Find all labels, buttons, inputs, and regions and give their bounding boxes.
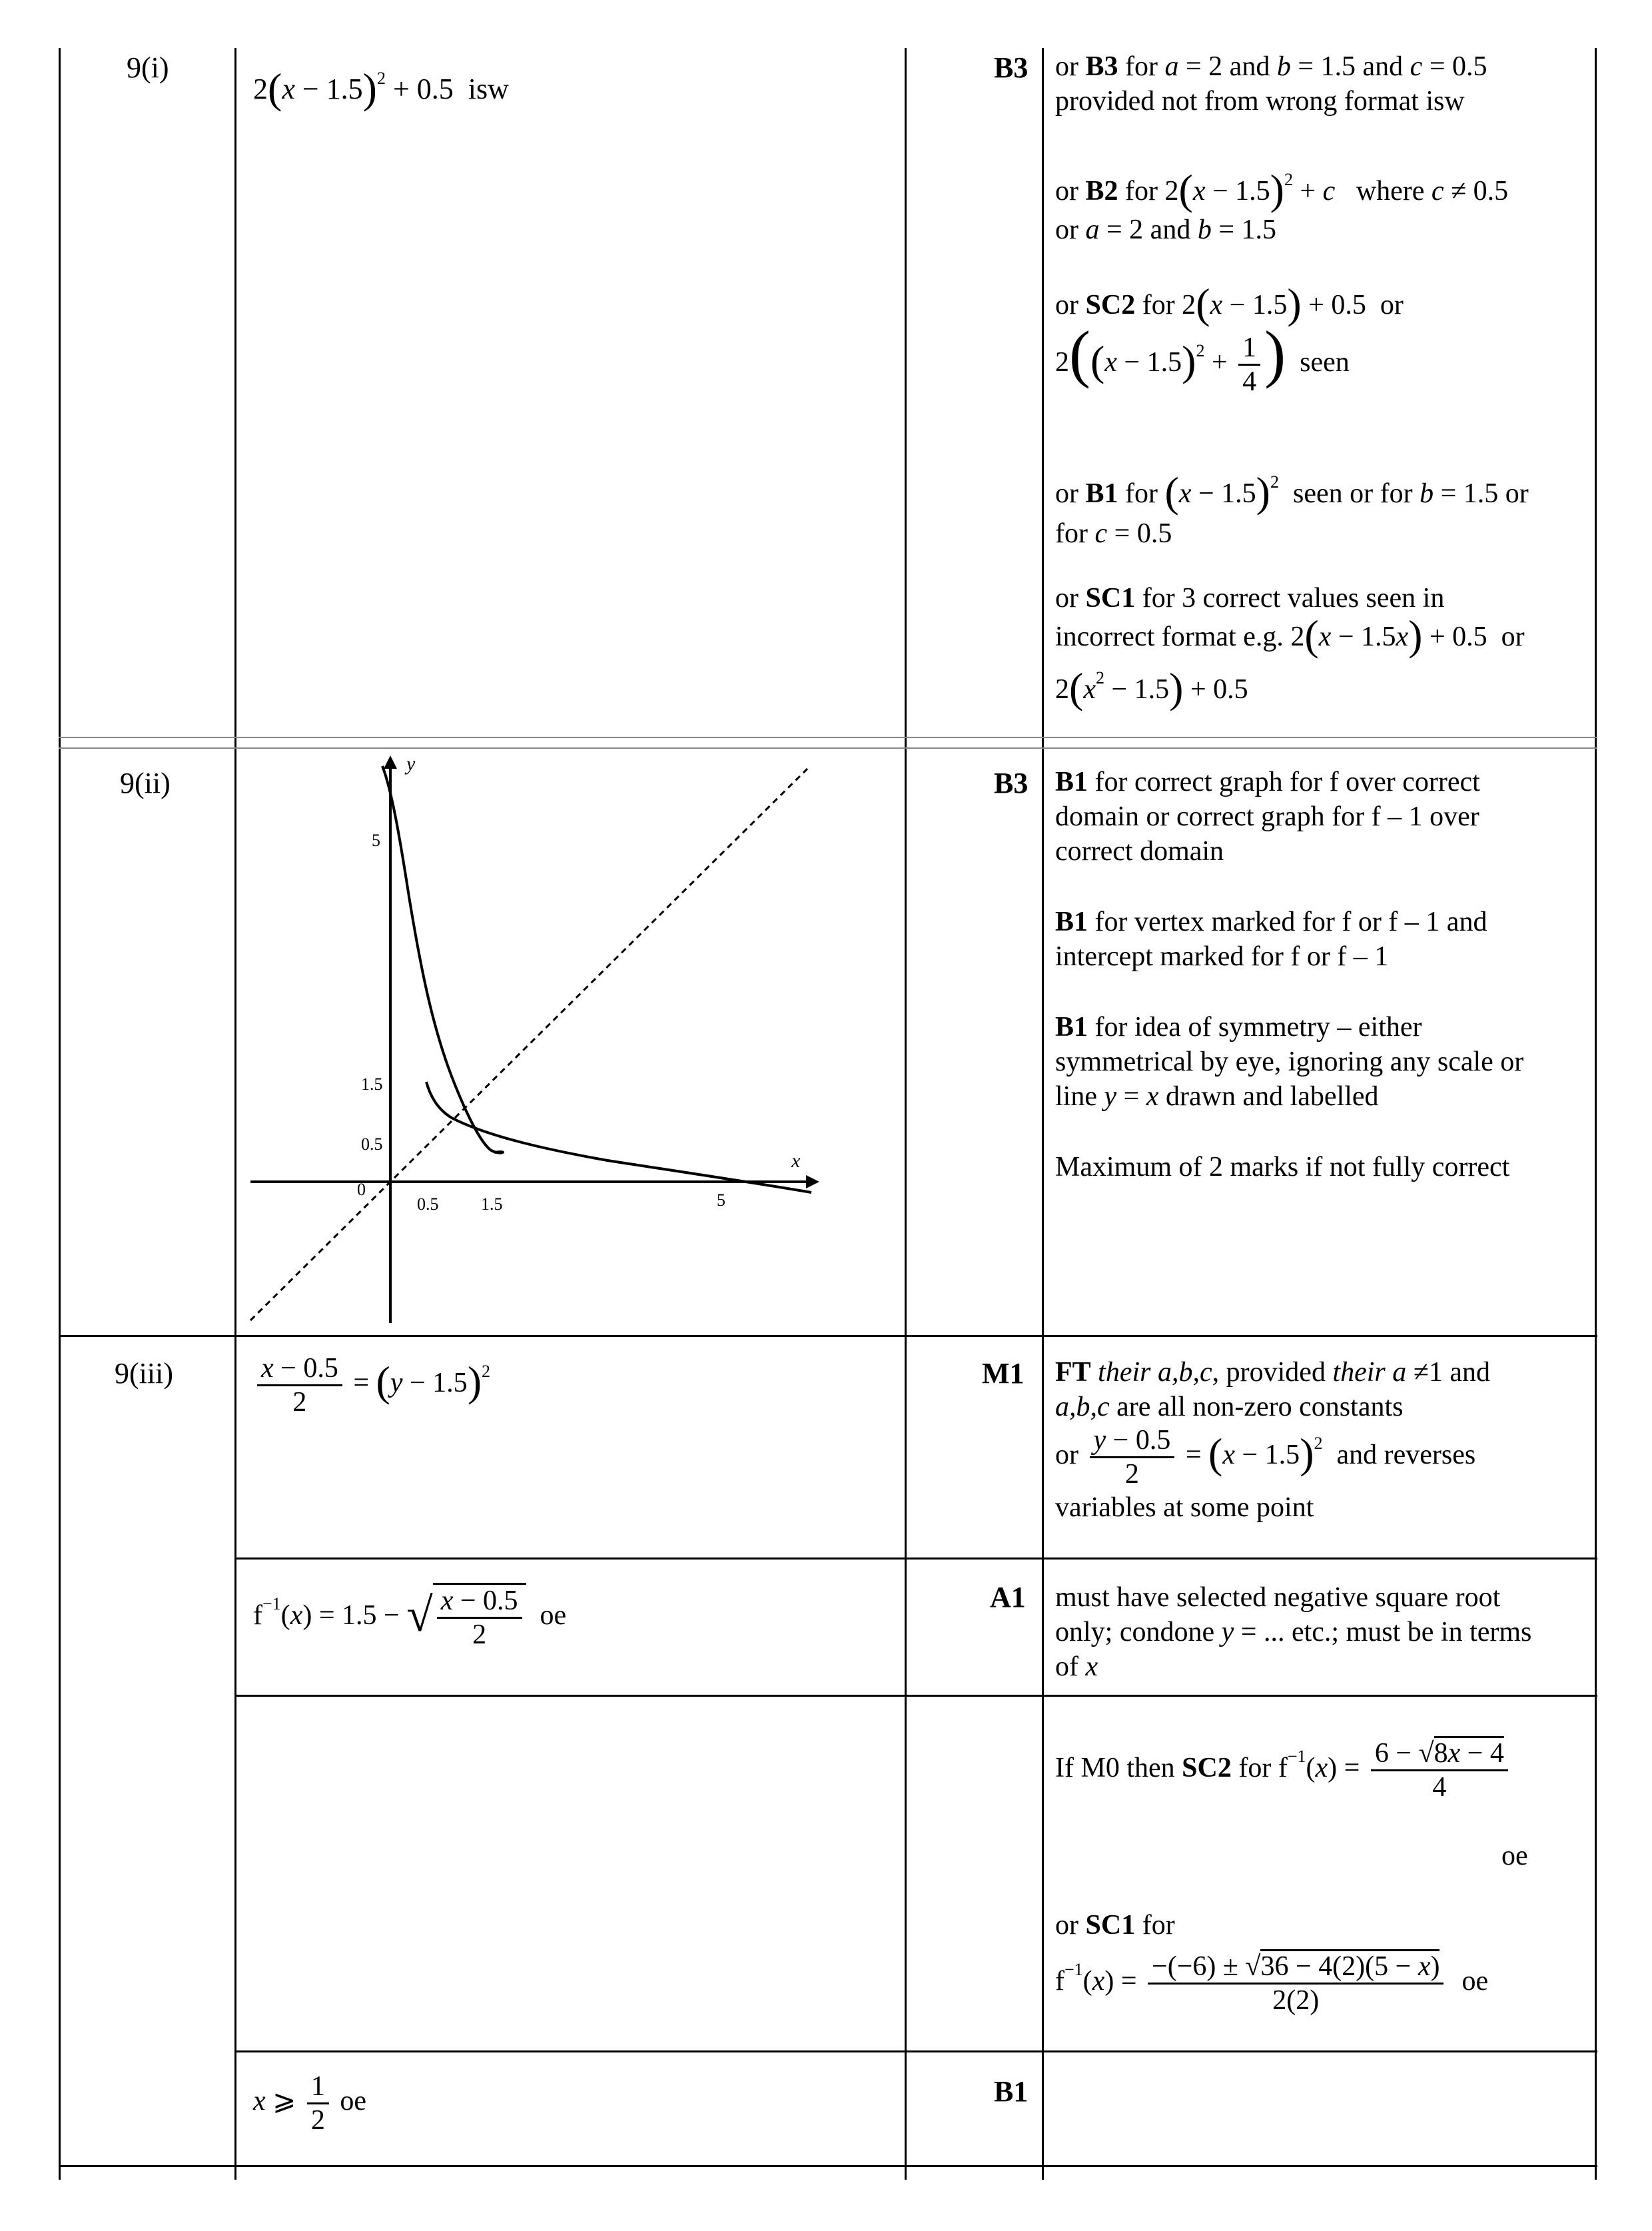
guidance-9i-sc1 [1055,581,1525,711]
guidance-9i-b1 [1055,465,1529,551]
guidance-line: or B1 for $(x - 1.5)^2$ seen or for b = 1.5 or [1055,468,1529,516]
graph-f-and-inverse [234,750,905,1334]
column-divider-answer [905,48,907,2180]
answer-9iii-a1: $f^{-1}(x) = 1.5$ − √ $\frac{x - 0.5}{2}$ oe [253,1583,566,1651]
guidance-9iii-sc1-formula: $f^{-1}(x)$ = $\frac{-(-6) \pm √36 - 4(2)(5 - x)}{2(2)}$ oe [1055,1951,1488,2016]
guidance-line: of x [1055,1651,1098,1682]
row-separator [59,2165,1597,2167]
row-separator [234,1558,1597,1560]
guidance-line: or B3 for a = 2 and b = 1.5 and c = 0.5 [1055,51,1487,82]
tick-label-y-5: 5 [372,831,380,850]
guidance-line: for c = 0.5 [1055,518,1172,549]
guidance-9ii-max: Maximum of 2 marks if not fully correct [1055,1152,1510,1182]
guidance-line: or $\frac{y - 0.5}{2}$ = $(x - 1.5)^2$ and reverses [1055,1425,1476,1490]
curve-f [382,766,503,1153]
guidance-line: correct domain [1055,836,1224,867]
table-border-right [1595,48,1597,2180]
guidance-line: B1 for vertex marked for f or f – 1 and [1055,907,1487,937]
guidance-9iii-sc1-label: or SC1 for [1055,1910,1175,1941]
guidance-line: variables at some point [1055,1492,1314,1523]
answer-9i: $2(x - 1.5)^2 + 0.5$ isw [253,65,509,112]
tick-label-x-1.5: 1.5 [481,1194,503,1214]
tick-label-y-0.5: 0.5 [361,1134,383,1154]
column-divider-marks [1042,48,1044,2180]
guidance-line: FT their a,b,c, provided their a ≠1 and [1055,1357,1490,1388]
guidance-line: line y = x drawn and labelled [1055,1081,1379,1112]
curve-f-inverse [426,1082,811,1192]
question-number: 9(ii) [120,767,171,799]
x-axis-arrow [806,1175,819,1188]
guidance-line: symmetrical by eye, ignoring any scale or [1055,1047,1524,1077]
guidance-oe: oe [1501,1841,1528,1871]
guidance-line: $2((x - 1.5)^2$ + $\frac{1}{4}$ ) seen [1055,318,1350,397]
question-number: 9(iii) [115,1357,173,1390]
guidance-line: B1 for correct graph for f over correct [1055,767,1480,797]
guidance-line: $2(x^2 - 1.5) + 0.5$ [1055,664,1248,711]
guidance-9ii-b1-graph [1055,765,1480,869]
row-separator-double-top [59,737,1597,738]
guidance-line: or B2 for $2(x - 1.5)^2 + c$ where c ≠ 0.5 [1055,166,1509,213]
guidance-line: only; condone y = ... etc.; must be in terms [1055,1617,1532,1647]
guidance-9i [1055,49,1487,119]
guidance-9ii-b1-vertex [1055,905,1487,974]
row-separator [59,1335,1597,1337]
answer-9iii-b1: x ⩾ $\frac{1}{2}$ oe [253,2071,367,2136]
tick-label-y-1.5: 1.5 [361,1075,383,1094]
answer-9iii-m1: $\frac{x - 0.5}{2}$ = $(y - 1.5)^2$ [253,1352,490,1418]
y-axis-label: y [406,753,416,775]
table-border-left [59,48,61,2180]
mark-9ii: B3 [994,767,1029,799]
guidance-line: B1 for idea of symmetry – either [1055,1012,1422,1043]
mark-9iii-b1: B1 [994,2075,1029,2108]
mark-9iii-m1: M1 [982,1357,1025,1390]
tick-label-x-0.5: 0.5 [417,1194,439,1214]
guidance-line: provided not from wrong format isw [1055,86,1465,117]
guidance-9i-sc2 [1055,280,1404,398]
row-separator-double-bottom [59,747,1597,749]
guidance-line: intercept marked for f or f – 1 [1055,941,1389,972]
guidance-line: must have selected negative square root [1055,1582,1501,1613]
y-axis-arrow [384,755,397,769]
guidance-line: domain or correct graph for f – 1 over [1055,801,1479,832]
guidance-line: or SC2 for 2(x − 1.5) + 0.5 or [1055,280,1404,327]
row-separator [234,2050,1597,2052]
mark-9i: B3 [994,51,1029,84]
guidance-9iii-m1 [1055,1355,1490,1525]
line-y-equals-x [250,769,807,1320]
guidance-line: or a = 2 and b = 1.5 [1055,215,1277,245]
x-axis-label: x [791,1150,801,1172]
tick-label-origin: 0 [357,1180,366,1199]
guidance-9ii-b1-symmetry [1055,1010,1523,1114]
guidance-9iii-a1 [1055,1580,1531,1684]
mark-9iii-a1: A1 [990,1581,1026,1613]
row-separator [234,1695,1597,1697]
guidance-line: incorrect format e.g. 2(x − 1.5x) + 0.5 or [1055,612,1525,659]
guidance-line: a,b,c are all non-zero constants [1055,1392,1404,1422]
guidance-9i-b2 [1055,163,1508,247]
guidance-9iii-sc2: If M0 then SC2 for $f^{-1}(x)$ = $\frac{6 - √8x - 4}{4}$ [1055,1737,1512,1803]
guidance-line: or SC1 for 3 correct values seen in [1055,583,1445,614]
question-number: 9(i) [127,51,169,84]
tick-label-x-5: 5 [717,1190,725,1210]
